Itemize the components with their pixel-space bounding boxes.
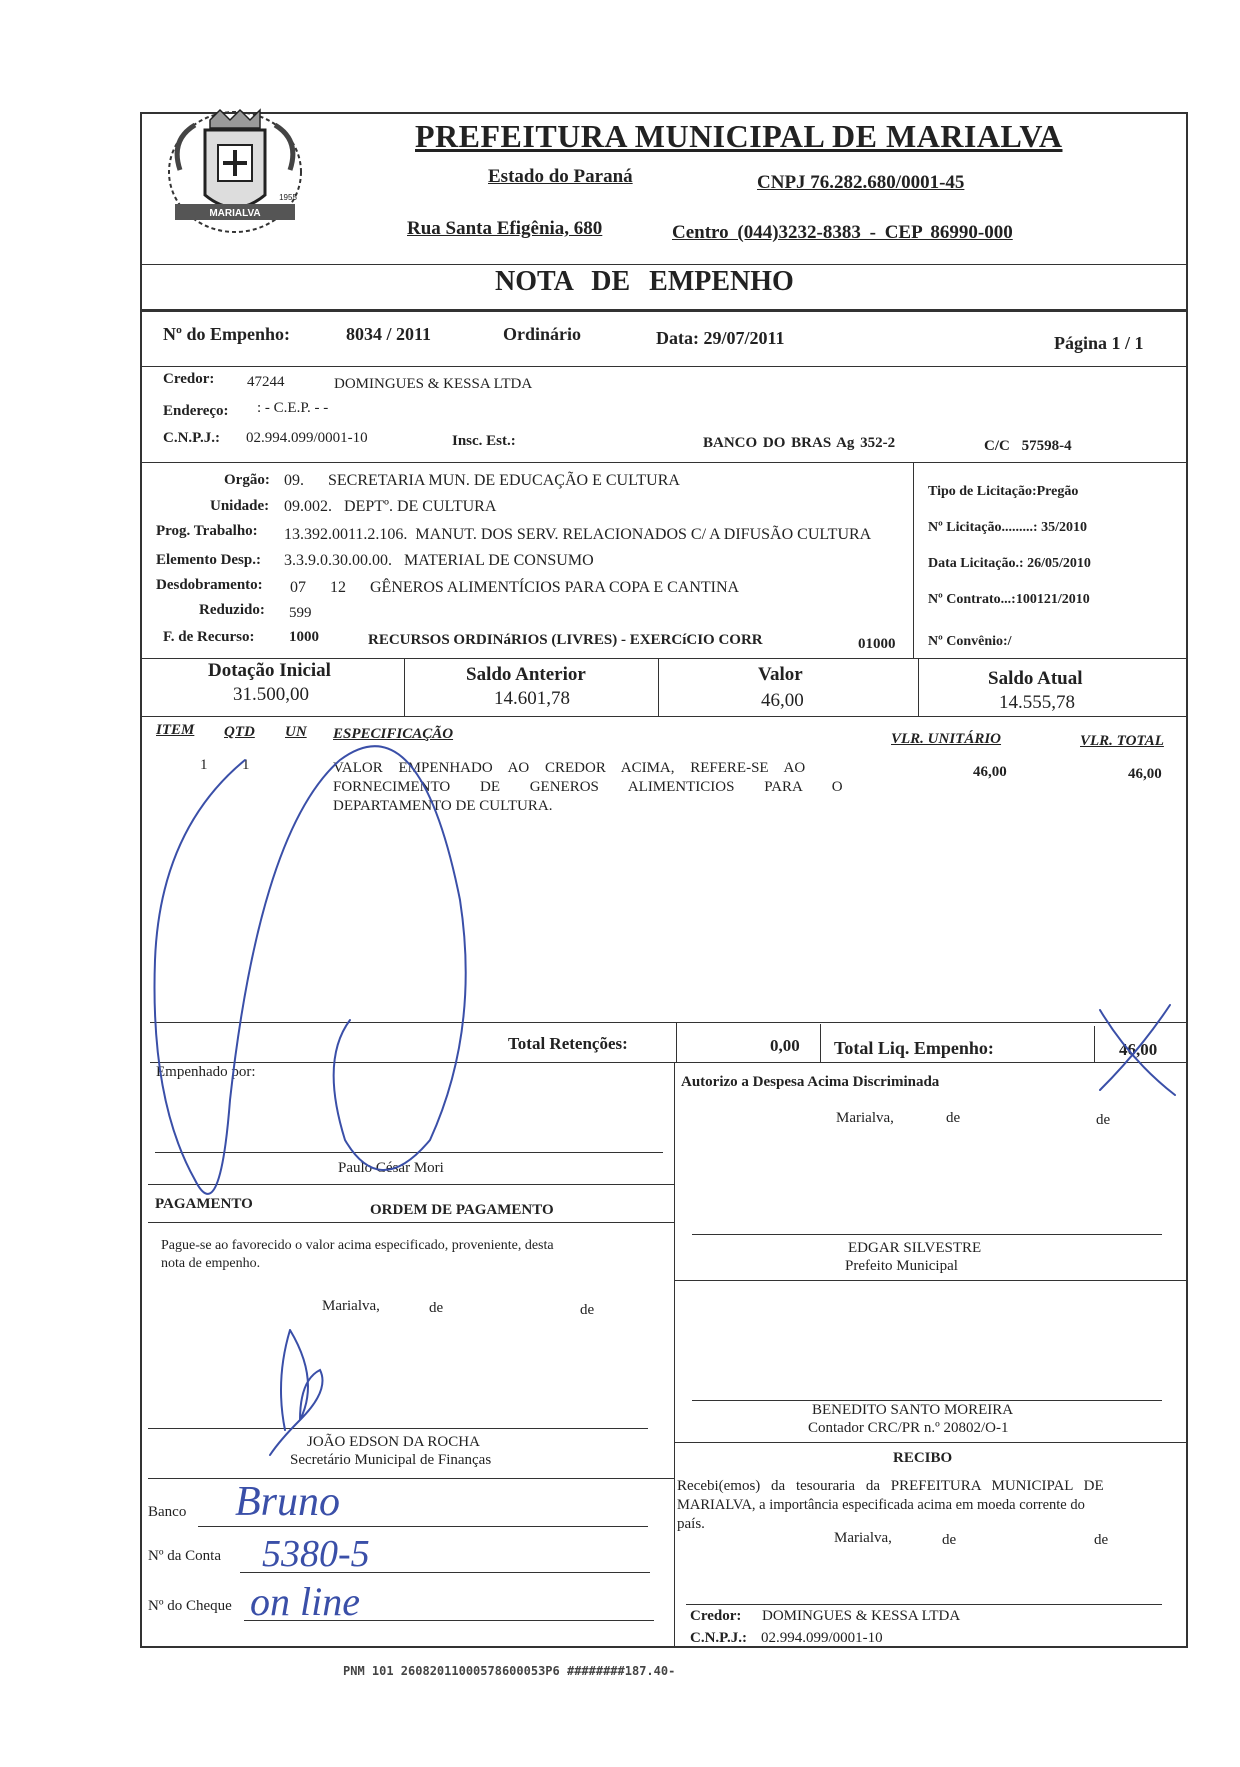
- contador-nome: BENEDITO SANTO MOREIRA: [812, 1402, 1014, 1418]
- divider: [820, 1024, 821, 1062]
- empenho-type: Ordinário: [503, 324, 582, 344]
- valor-label: Valor: [758, 664, 803, 685]
- orgao-value: 09. SECRETARIA MUN. DE EDUCAÇÃO E CULTURA: [284, 472, 680, 489]
- divider: [150, 1062, 1188, 1063]
- banco-label: Banco: [148, 1504, 187, 1520]
- divider: [913, 462, 914, 658]
- dotacao-inicial-label: Dotação Inicial: [208, 660, 331, 681]
- footer-barcode-text: PNM 101 26082011000578600053P6 ########187.40-: [343, 1664, 676, 1678]
- pague-se-line1: Pague-se ao favorecido o valor acima especificado, proveniente, desta: [161, 1238, 554, 1253]
- divider: [674, 1280, 1188, 1281]
- col-vlr-unitario: VLR. UNITÁRIO: [891, 731, 1002, 747]
- licitacao-data: Data Licitação.: 26/05/2010: [928, 556, 1091, 571]
- endereco-value: : - C.E.P. - -: [257, 400, 329, 416]
- page-number: Página 1 / 1: [1054, 333, 1144, 353]
- signature-line: [155, 1152, 663, 1153]
- recibo-cnpj-value: 02.994.099/0001-10: [761, 1630, 883, 1646]
- document-title: NOTA DE EMPENHO: [495, 266, 794, 297]
- autorizo-marialva: Marialva,: [836, 1110, 894, 1126]
- signature-line: [686, 1604, 1162, 1605]
- desdobramento-label: Desdobramento:: [156, 577, 263, 593]
- cheque-label: Nº do Cheque: [148, 1598, 232, 1614]
- empenhado-por-label: Empenhado por:: [156, 1064, 256, 1080]
- unidade-value: 09.002. DEPTº. DE CULTURA: [284, 498, 497, 515]
- account-info: C/C 57598-4: [984, 438, 1072, 454]
- divider: [140, 716, 1188, 717]
- cnpj-value: 02.994.099/0001-10: [246, 430, 368, 446]
- prefeito-cargo: Prefeito Municipal: [845, 1258, 958, 1274]
- divider: [148, 1184, 674, 1185]
- divider: [140, 462, 1188, 463]
- handwritten-banco: Bruno: [235, 1479, 340, 1525]
- signature-line: [692, 1234, 1162, 1235]
- municipality-address: Rua Santa Efigênia, 680: [407, 218, 603, 239]
- credor-code: 47244: [247, 374, 285, 390]
- recibo-marialva: Marialva,: [834, 1530, 892, 1546]
- secretario-cargo: Secretário Municipal de Finanças: [290, 1452, 492, 1468]
- divider: [150, 1022, 1188, 1023]
- divider: [676, 1022, 677, 1062]
- municipal-crest: [160, 100, 310, 240]
- elemento-value: 3.3.9.0.30.00.00. MATERIAL DE CONSUMO: [284, 552, 594, 569]
- ordem-de-2: de: [580, 1302, 595, 1318]
- elemento-label: Elemento Desp.:: [156, 552, 261, 568]
- recibo-line2: MARIALVA, a importância especificada acima em moeda corrente do: [677, 1497, 1085, 1513]
- bank-info: BANCO DO BRAS Ag 352-2: [703, 435, 896, 451]
- item-spec-line2: FORNECIMENTO DE GENEROS ALIMENTICIOS PARA O: [333, 779, 843, 795]
- municipality-contact: Centro (044)3232-8383 - CEP 86990-000: [672, 222, 1013, 243]
- divider: [140, 309, 1188, 312]
- recurso-desc: RECURSOS ORDINáRIOS (LIVRES) - EXERCíCIO CORR: [368, 632, 763, 648]
- secretario-nome: JOÃO EDSON DA ROCHA: [307, 1434, 480, 1450]
- contador-cargo: Contador CRC/PR n.º 20802/O-1: [808, 1420, 1009, 1436]
- empenho-date: Data: 29/07/2011: [656, 328, 785, 348]
- recibo-credor-label: Credor:: [690, 1608, 742, 1624]
- reduzido-value: 599: [289, 605, 312, 621]
- item-spec-line1: VALOR EMPENHADO AO CREDOR ACIMA, REFERE-SE AO: [333, 760, 806, 776]
- signature-line: [148, 1428, 648, 1429]
- saldo-anterior-label: Saldo Anterior: [466, 664, 586, 685]
- saldo-atual-label: Saldo Atual: [988, 668, 1083, 689]
- total-liq-label: Total Liq. Empenho:: [834, 1038, 994, 1058]
- desdobramento-value: 07 12 GÊNEROS ALIMENTÍCIOS PARA COPA E CANTINA: [290, 579, 740, 596]
- recibo-title: RECIBO: [893, 1450, 953, 1466]
- recibo-de-2: de: [1094, 1532, 1109, 1548]
- divider: [674, 1442, 1188, 1443]
- total-liq-value: 46,00: [1119, 1040, 1158, 1059]
- recibo-line3: país.: [677, 1516, 705, 1532]
- orgao-label: Orgão:: [224, 472, 270, 488]
- pague-se-line2: nota de empenho.: [161, 1256, 261, 1271]
- banco-line: [198, 1526, 648, 1527]
- pagamento-label: PAGAMENTO: [155, 1196, 253, 1212]
- recurso-label: F. de Recurso:: [163, 629, 255, 645]
- convenio-numero: Nº Convênio:/: [928, 634, 1012, 649]
- licitacao-numero: Nº Licitação.........: 35/2010: [928, 520, 1087, 535]
- item-spec-line3: DEPARTAMENTO DE CULTURA.: [333, 798, 553, 814]
- empenho-number: 8034 / 2011: [346, 324, 432, 344]
- reduzido-label: Reduzido:: [199, 602, 265, 618]
- unidade-label: Unidade:: [210, 498, 270, 514]
- conta-label: Nº da Conta: [148, 1548, 221, 1564]
- dotacao-inicial-value: 31.500,00: [233, 684, 309, 705]
- empenho-number-label: Nº do Empenho:: [163, 324, 290, 344]
- col-vlr-total: VLR. TOTAL: [1080, 733, 1164, 749]
- insc-est-label: Insc. Est.:: [452, 433, 516, 449]
- contrato-numero: Nº Contrato...:100121/2010: [928, 592, 1090, 607]
- col-item: ITEM: [156, 722, 195, 738]
- ordem-de-1: de: [429, 1300, 444, 1316]
- recurso-code: 1000: [289, 629, 319, 645]
- endereco-label: Endereço:: [163, 403, 229, 419]
- col-un: UN: [285, 724, 307, 740]
- handwritten-cheque: on line: [250, 1579, 360, 1624]
- autorizo-de-2: de: [1096, 1112, 1111, 1128]
- total-retencoes-label: Total Retenções:: [508, 1034, 628, 1053]
- autorizo-title: Autorizo a Despesa Acima Discriminada: [681, 1074, 940, 1090]
- licitacao-tipo: Tipo de Licitação:Pregão: [928, 484, 1079, 499]
- credor-name: DOMINGUES & KESSA LTDA: [334, 376, 533, 392]
- col-especificacao: ESPECIFICAÇÃO: [333, 726, 454, 742]
- divider: [404, 658, 405, 716]
- divider: [658, 658, 659, 716]
- divider: [918, 658, 919, 716]
- divider: [1094, 1026, 1095, 1062]
- autorizo-de-1: de: [946, 1110, 961, 1126]
- total-retencoes-value: 0,00: [770, 1036, 800, 1055]
- item-qtd: 1: [242, 757, 250, 773]
- item-number: 1: [200, 757, 208, 773]
- empenhado-por-nome: Paulo César Mori: [338, 1160, 444, 1176]
- item-vlr-unitario: 46,00: [973, 764, 1007, 780]
- handwritten-conta: 5380-5: [262, 1533, 370, 1575]
- municipality-title: PREFEITURA MUNICIPAL DE MARIALVA: [415, 118, 1063, 154]
- recurso-num: 01000: [858, 636, 896, 652]
- item-vlr-total: 46,00: [1128, 766, 1162, 782]
- divider: [148, 1222, 674, 1223]
- municipality-cnpj: CNPJ 76.282.680/0001-45: [757, 172, 965, 193]
- ordem-pagamento-title: ORDEM DE PAGAMENTO: [370, 1202, 554, 1218]
- saldo-atual-value: 14.555,78: [999, 692, 1075, 713]
- prog-trabalho-value: 13.392.0011.2.106. MANUT. DOS SERV. RELACIONADOS C/ A DIFUSÃO CULTURA: [284, 526, 872, 543]
- crest-banner-text: MARIALVA: [209, 208, 261, 219]
- credor-label: Credor:: [163, 371, 215, 387]
- prog-trabalho-label: Prog. Trabalho:: [156, 523, 258, 539]
- col-qtd: QTD: [224, 724, 255, 740]
- saldo-anterior-value: 14.601,78: [494, 688, 570, 709]
- divider: [140, 264, 1188, 265]
- recibo-cnpj-label: C.N.P.J.:: [690, 1630, 747, 1646]
- ordem-marialva: Marialva,: [322, 1298, 380, 1314]
- crest-year-text: 1955: [279, 193, 297, 202]
- divider: [140, 658, 1188, 659]
- recibo-line1: Recebi(emos) da tesouraria da PREFEITURA MUNICIPAL DE: [677, 1478, 1104, 1494]
- recibo-credor-nome: DOMINGUES & KESSA LTDA: [762, 1608, 961, 1624]
- signature-line: [692, 1400, 1162, 1401]
- state-name: Estado do Paraná: [488, 166, 633, 187]
- cnpj-label: C.N.P.J.:: [163, 430, 220, 446]
- divider: [148, 1478, 674, 1479]
- recibo-de-1: de: [942, 1532, 957, 1548]
- divider: [140, 366, 1188, 367]
- prefeito-nome: EDGAR SILVESTRE: [848, 1240, 982, 1256]
- divider: [674, 1062, 675, 1648]
- valor-value: 46,00: [761, 690, 804, 711]
